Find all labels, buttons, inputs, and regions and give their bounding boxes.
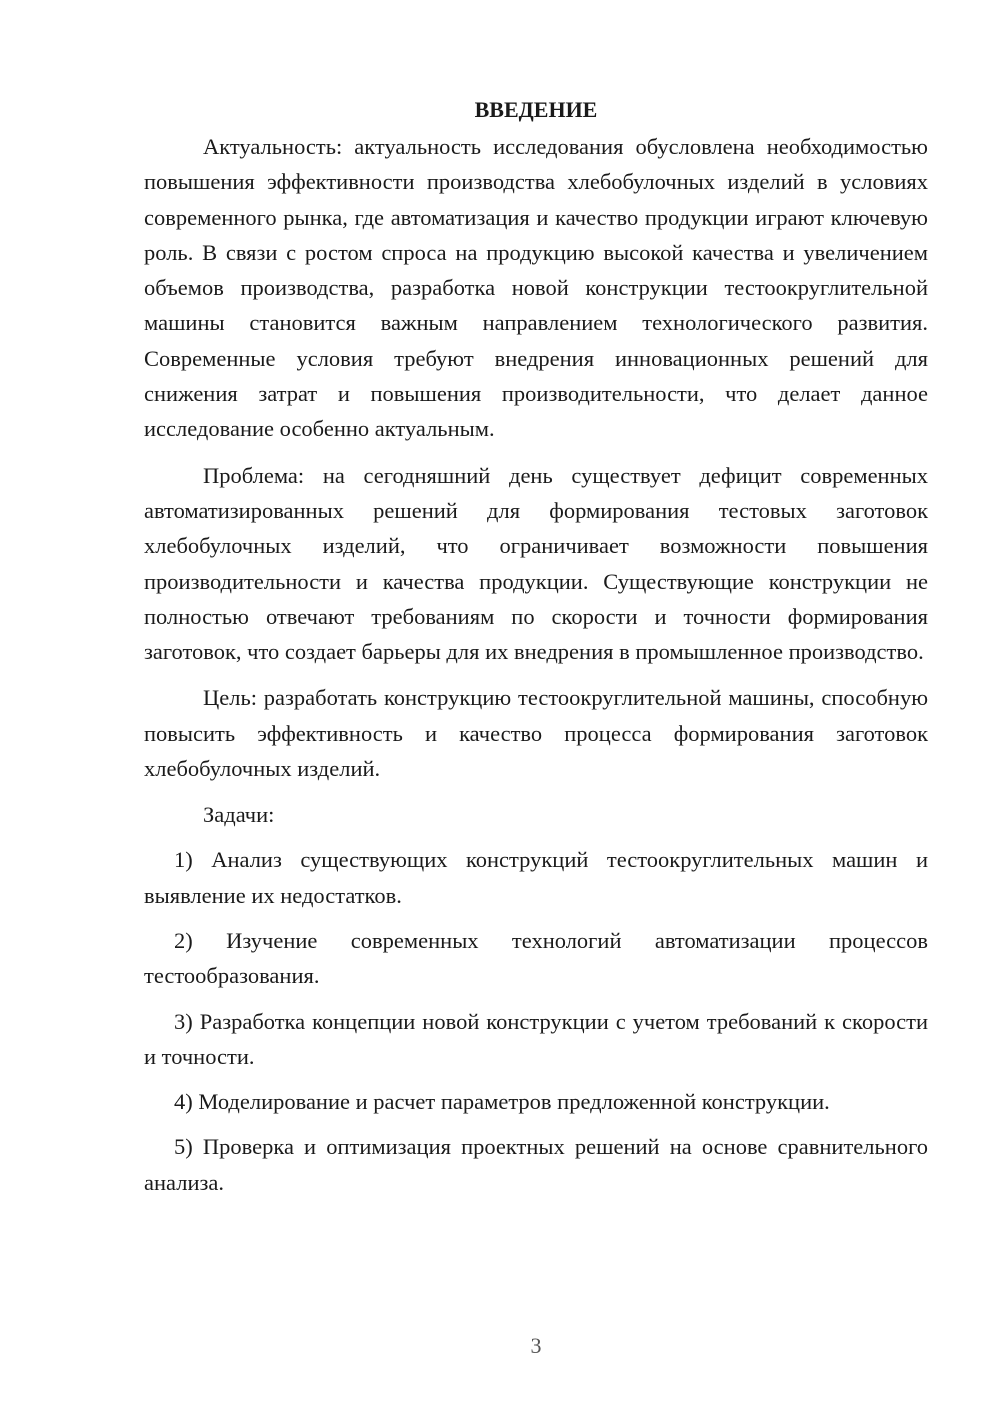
list-item: 1) Анализ существующих конструкций тестоокруглительных машин и выявление их недостатков. <box>144 847 928 908</box>
list-item: 3) Разработка концепции новой конструкции с учетом требований к скорости и точности. <box>144 1008 928 1069</box>
list-item: 2) Изучение современных технологий автоматизации процессов тестообразования. <box>144 927 928 989</box>
tasks-list <box>144 842 928 1200</box>
paragraph-goal: Цель: разработать конструкцию тестоокруглительной машины, способную повысить эффективность и качество процесса формирования заготовок хлебобулочных изделий. <box>144 685 928 782</box>
page-title: ВВЕДЕНИЕ <box>474 97 598 122</box>
document-page <box>144 92 928 1210</box>
paragraph-relevance: Актуальность: актуальность исследования обусловлена необходимостью повышения эффективности производства хлебобулочных изделий в условиях современного рынка, где автоматизация и качество продукции играют ключевую роль. В связи с ростом спроса на продукцию высокой качества и увеличением объемов производства, разработка новой конструкции тестоокруглительной машины становится важным направлением технологического развития. Современные условия требуют внедрения инновационных решений для снижения затрат и повышения производительности, что делает данное исследование особенно актуальным. <box>144 134 928 442</box>
page-number: 3 <box>530 1333 542 1358</box>
paragraph-problem: Проблема: на сегодняшний день существует дефицит современных автоматизированных решений для формирования тестовых заготовок хлебобулочных изделий, что ограничивает возможности повышения производительности и качества продукции. Существующие конструкции не полностью отвечают требованиям по скорости и точности формирования заготовок, что создает барьеры для их внедрения в промышленное производство. <box>144 462 928 665</box>
list-item: 4) Моделирование и расчет параметров предложенной конструкции. <box>174 1089 830 1115</box>
tasks-heading: Задачи: <box>203 802 275 828</box>
list-item: 5) Проверка и оптимизация проектных решений на основе сравнительного анализа. <box>144 1134 928 1195</box>
